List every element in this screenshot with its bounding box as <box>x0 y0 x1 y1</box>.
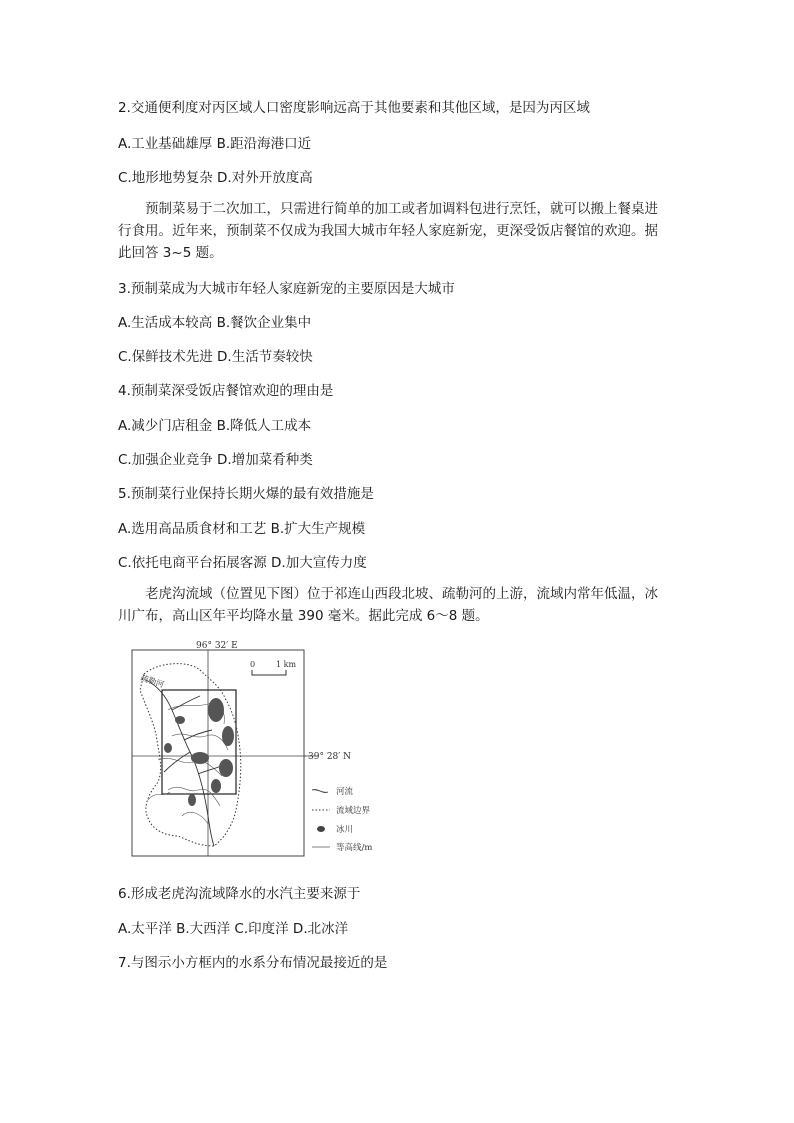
laohugou-basin-map <box>128 640 388 860</box>
passage1-line3: 此回答 3~5 题。 <box>118 245 223 261</box>
q4-options-ab: A.减少门店租金 B.降低人工成本 <box>118 418 312 434</box>
glacier <box>188 794 196 806</box>
legend-river-symbol <box>312 790 328 793</box>
q6-options: A.太平洋 B.大西洋 C.印度洋 D.北冰洋 <box>118 921 349 937</box>
passage2-line2: 川广布，高山区年平均降水量 390 毫米。据此完成 6～8 题。 <box>118 608 489 624</box>
glacier <box>219 759 233 777</box>
legend-river: 河流 <box>336 787 354 797</box>
q5-options-ab: A.选用高品质食材和工艺 B.扩大生产规模 <box>118 521 366 537</box>
river-name-label: 疏勒河 <box>139 673 165 690</box>
glacier <box>208 698 224 722</box>
q3-options-cd: C.保鲜技术先进 D.生活节奏较快 <box>118 349 313 365</box>
passage-prepared-food <box>118 198 678 264</box>
q2-options-ab: A.工业基础雄厚 B.距沿海港口近 <box>118 136 312 152</box>
legend-glacier-symbol <box>317 826 325 832</box>
longitude-label: 96° 32′ E <box>196 641 238 651</box>
q4-stem: 4.预制菜深受饭店餐馆欢迎的理由是 <box>118 383 334 399</box>
glacier <box>211 779 221 793</box>
glacier <box>164 743 172 753</box>
glacier <box>175 716 185 724</box>
q2-stem: 2.交通便利度对丙区域人口密度影响远高于其他要素和其他区域，是因为丙区域 <box>118 100 590 116</box>
legend-glacier: 冰川 <box>336 825 354 835</box>
q2-options-cd: C.地形地势复杂 D.对外开放度高 <box>118 170 313 186</box>
glacier <box>222 726 234 746</box>
basin-boundary <box>140 664 241 846</box>
q7-stem: 7.与图示小方框内的水系分布情况最接近的是 <box>118 955 388 971</box>
q4-options-cd: C.加强企业竞争 D.增加菜肴种类 <box>118 452 313 468</box>
legend-boundary: 流域边界 <box>336 806 371 816</box>
q5-options-cd: C.依托电商平台拓展客源 D.加大宣传力度 <box>118 555 367 571</box>
q5-stem: 5.预制菜行业保持长期火爆的最有效措施是 <box>118 486 374 502</box>
passage1-line1: 预制菜易于二次加工，只需进行简单的加工或者加调料包进行烹饪，就可以搬上餐桌进 <box>145 201 658 217</box>
passage-laohugou <box>118 583 678 627</box>
passage1-line2: 行食用。近年来，预制菜不仅成为我国大城市年轻人家庭新宠，更深受饭店餐馆的欢迎。据 <box>118 223 658 239</box>
scale-zero: 0 <box>250 660 256 669</box>
q6-stem: 6.形成老虎沟流域降水的水汽主要来源于 <box>118 886 361 902</box>
passage2-line1: 老虎沟流域（位置见下图）位于祁连山西段北坡、疏勒河的上游，流域内常年低温，冰 <box>145 586 658 602</box>
scale-bar <box>250 660 296 675</box>
latitude-label: 39° 28′ N <box>308 752 352 762</box>
glacier <box>191 752 209 764</box>
legend-contour: 等高线/m <box>336 843 373 853</box>
scale-km: 1 km <box>276 660 297 669</box>
q3-stem: 3.预制菜成为大城市年轻人家庭新宠的主要原因是大城市 <box>118 281 455 297</box>
q3-options-ab: A.生活成本较高 B.餐饮企业集中 <box>118 315 312 331</box>
map-legend <box>312 786 372 853</box>
